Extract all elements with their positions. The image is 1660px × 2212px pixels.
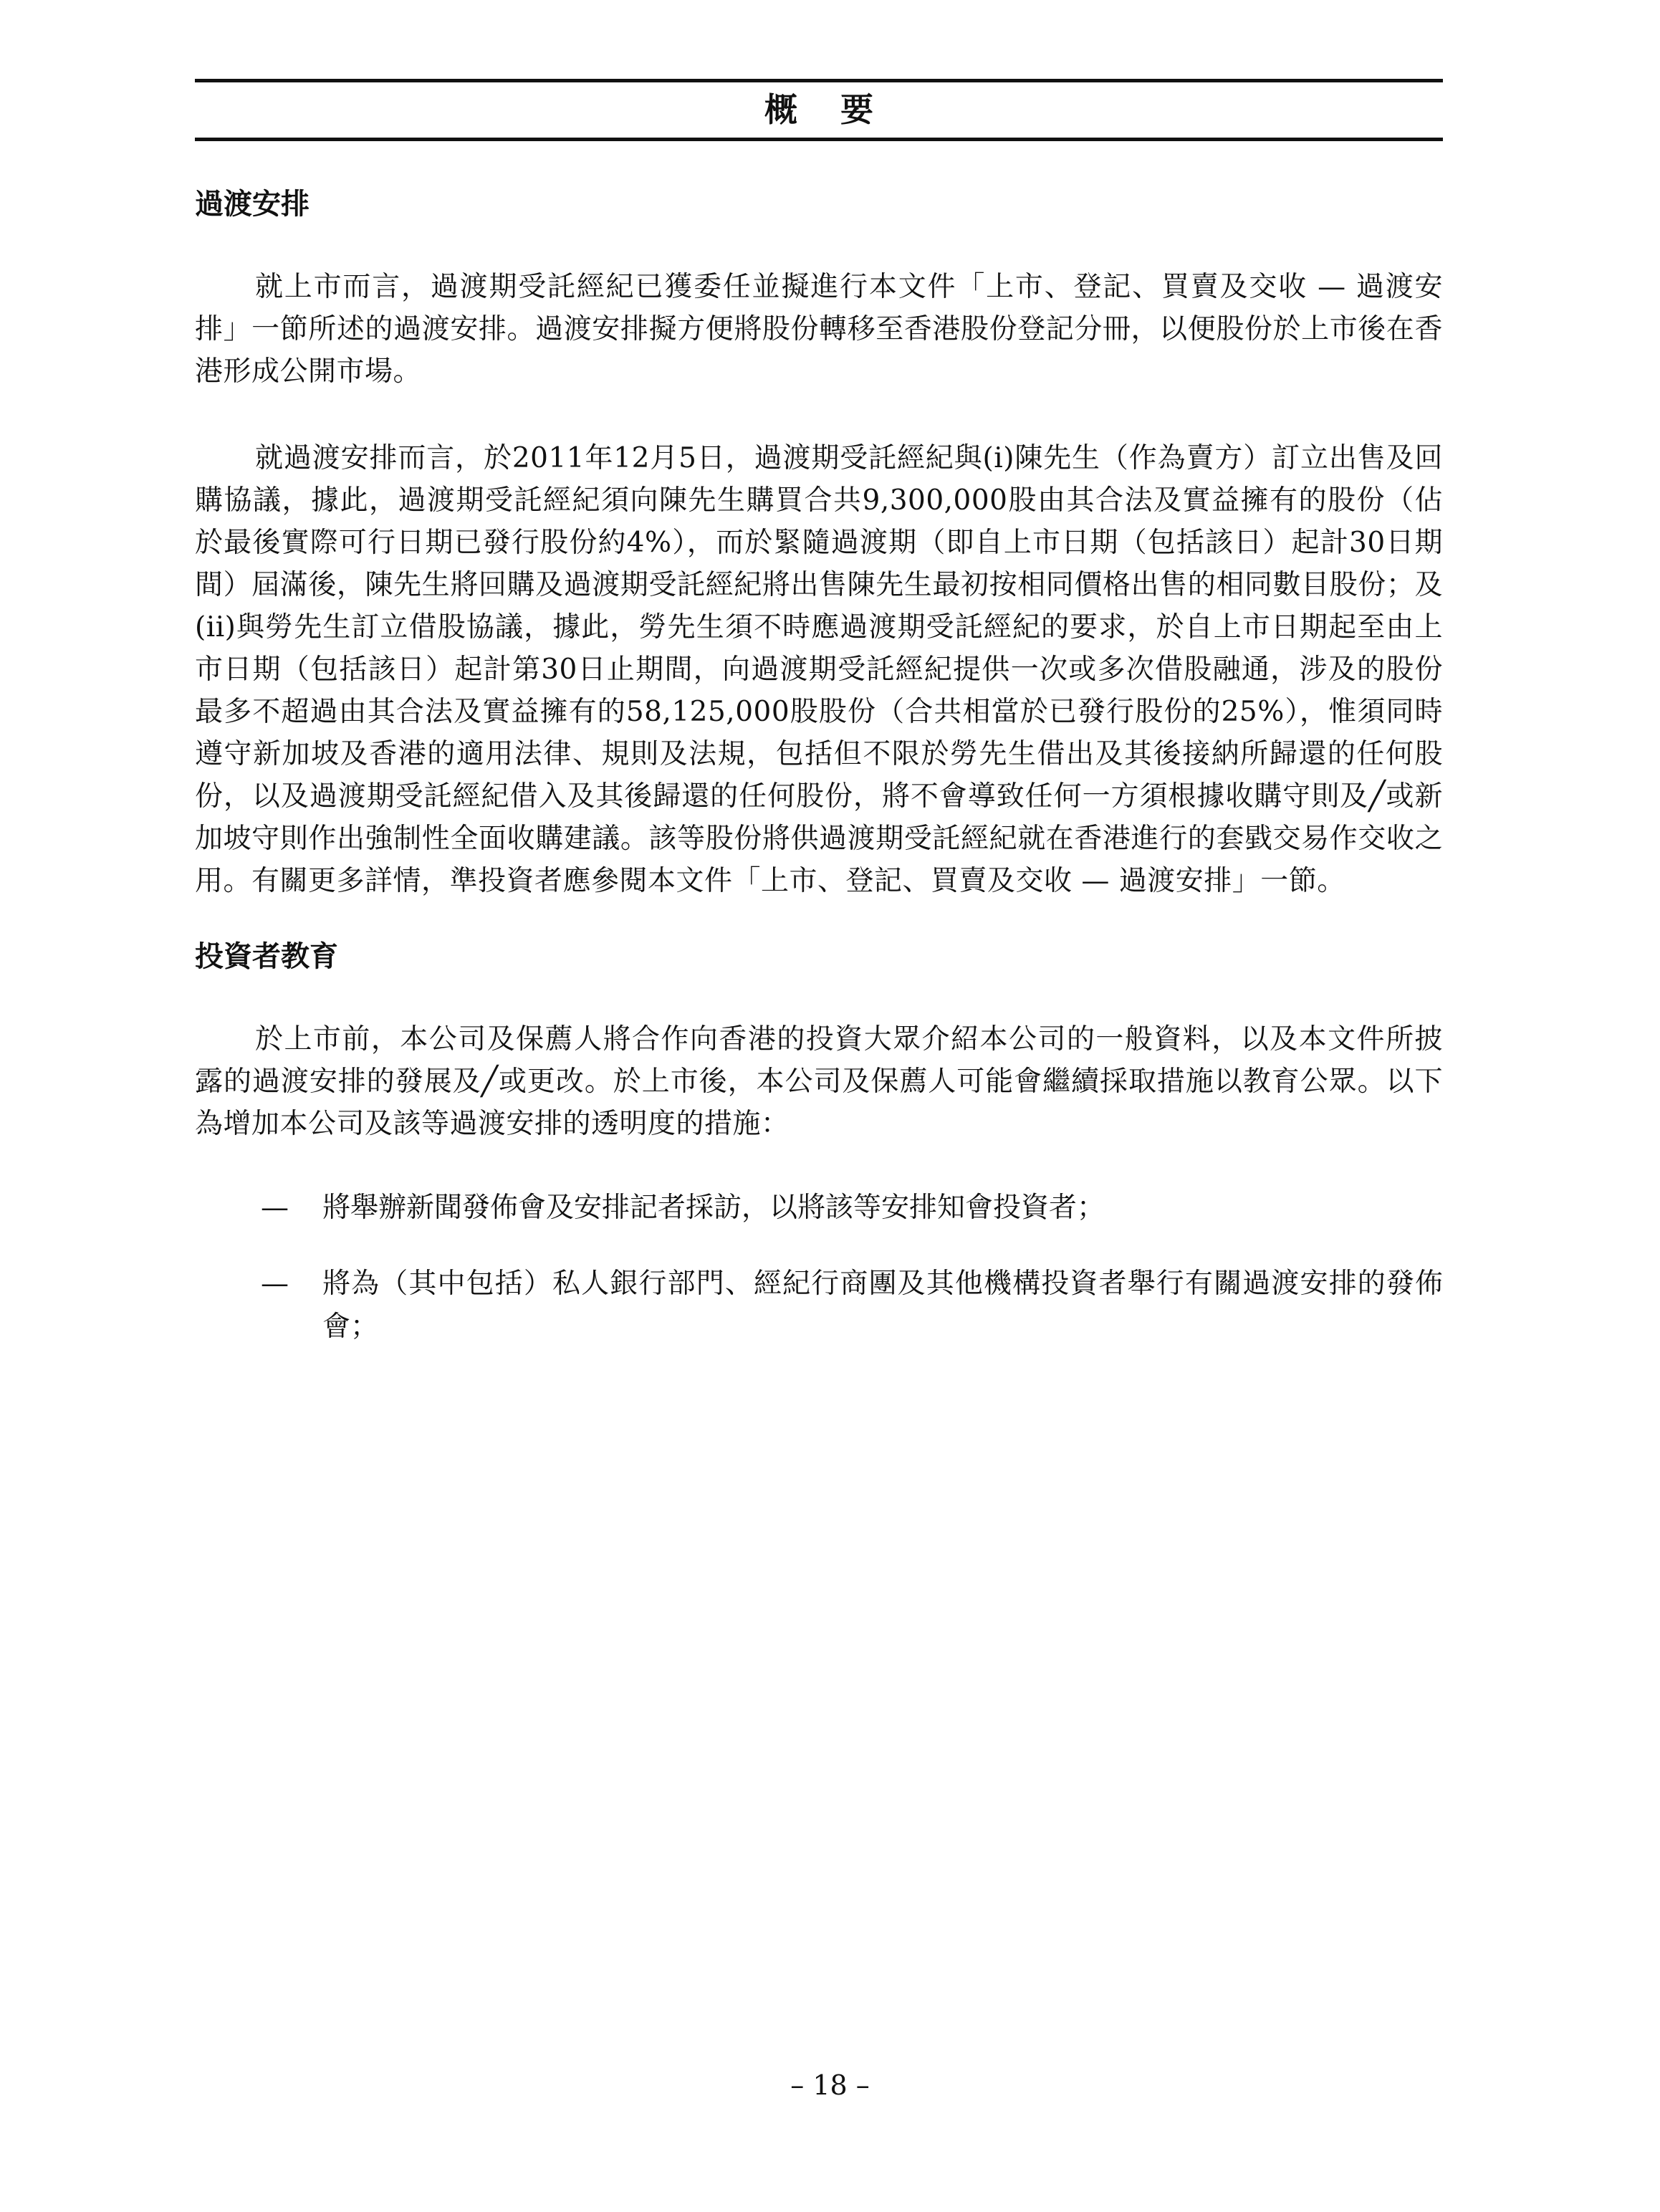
section-heading-transitional-arrangements: 過渡安排 <box>195 187 310 221</box>
paragraph: 於上市前，本公司及保薦人將合作向香港的投資大眾介紹本公司的一般資料，以及本文件所披露的過渡安排的發展及╱或更改。於上市後，本公司及保薦人可能會繼續採取措施以教育公眾。以下為增加本公司及該等過渡安排的透明度的措施： <box>195 1023 1443 1140</box>
header-bottom-rule <box>195 138 1443 141</box>
paragraph: 就上市而言，過渡期受託經紀已獲委任並擬進行本文件「上市、登記、買賣及交收 — 過渡安排」一節所述的過渡安排。過渡安排擬方便將股份轉移至香港股份登記分冊，以便股份於上市後在香港形成公開市場。 <box>195 271 1443 388</box>
bullet-text: 將舉辦新聞發佈會及安排記者採訪，以將該等安排知會投資者； <box>322 1192 1105 1224</box>
bullet-text: 將為（其中包括）私人銀行部門、經紀行商團及其他機構投資者舉行有關過渡安排的發佈會； <box>322 1268 1443 1343</box>
bullet-list <box>195 1187 1443 1349</box>
header-top-rule <box>195 79 1443 82</box>
page-header-title: 概要 <box>764 90 916 129</box>
bullet-dash: — <box>261 1192 289 1224</box>
list-item <box>195 1187 1443 1230</box>
page-number: – 18 – <box>790 2069 870 2101</box>
bullet-dash: — <box>261 1268 289 1300</box>
section-heading-investor-education: 投資者教育 <box>195 939 338 973</box>
list-item <box>195 1263 1443 1349</box>
page-content <box>195 183 1443 1349</box>
paragraph: 就過渡安排而言，於2011年12月5日，過渡期受託經紀與(i)陳先生（作為賣方）訂立出售及回購協議，據此，過渡期受託經紀須向陳先生購買合共9,300,000股由其合法及實益擁有的股份（佔於最後實際可行日期已發行股份約4%），而於緊隨過渡期（即自上市日期（包括該日）起計30日期間）屆滿後，陳先生將回購及過渡期受託經紀將出售陳先生最初按相同價格出售的相同數目股份；及(ii)與勞先生訂立借股協議，據此，勞先生須不時應過渡期受託經紀的要求，於自上市日期起至由上市日期（包括該日）起計第30日止期間，向過渡期受託經紀提供一次或多次借股融通，涉及的股份最多不超過由其合法及實益擁有的58,125,000股股份（合共相當於已發行股份的25%），惟須同時遵守新加坡及香港的適用法律、規則及法規，包括但不限於勞先生借出及其後接納所歸還的任何股份，以及過渡期受託經紀借入及其後歸還的任何股份，將不會導致任何一方須根據收購守則及╱或新加坡守則作出強制性全面收購建議。該等股份將供過渡期受託經紀就在香港進行的套戥交易作交收之用。有關更多詳情，準投資者應參閱本文件「上市、登記、買賣及交收 — 過渡安排」一節。 <box>195 442 1443 897</box>
